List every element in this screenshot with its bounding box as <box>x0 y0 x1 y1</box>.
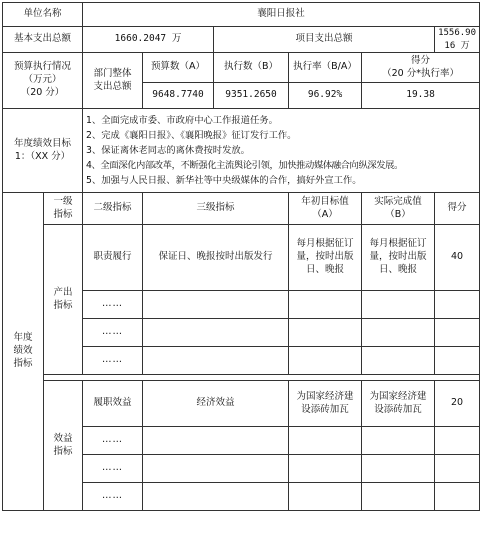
annual-indicators-label: 年度 绩效 指标 <box>3 193 44 511</box>
indicator-score-header: 得分 <box>435 193 480 225</box>
placeholder-cell: …… <box>83 291 143 319</box>
unit-name-label: 单位名称 <box>3 3 83 27</box>
budget-amount-value: 9648.7740 <box>143 83 214 109</box>
exec-amount-value: 9351.2650 <box>214 83 289 109</box>
indicator-header-row <box>3 193 480 225</box>
project-expense-value: 1556.9016 万 <box>435 27 480 53</box>
output-level3: 保证日、晚报按时出版发行 <box>143 225 289 291</box>
goal-item: 3、保证离休老同志的离休费按时发放。 <box>86 145 250 156</box>
goal-item: 2、完成《襄阳日报》、《襄阳晚报》征订发行工作。 <box>86 130 297 141</box>
unit-row <box>3 3 480 27</box>
dept-total-label: 部门整体 支出总额 <box>83 53 143 109</box>
goal-item: 1、全面完成市委、市政府中心工作报道任务。 <box>86 115 278 126</box>
level2-header: 二级指标 <box>83 193 143 225</box>
initial-target-header: 年初目标值 （A） <box>289 193 362 225</box>
placeholder-cell: …… <box>83 347 143 375</box>
performance-table <box>2 2 480 511</box>
benefit-level2: 履职效益 <box>83 381 143 427</box>
annual-goals-label: 年度绩效目标 1：（XX 分） <box>3 109 83 193</box>
output-indicator-row <box>3 225 480 291</box>
exec-amount-header: 执行数（B） <box>214 53 289 83</box>
unit-name-value: 襄阳日报社 <box>83 3 480 27</box>
budget-execution-label: 预算执行情况 （万元） （20 分） <box>3 53 83 109</box>
budget-score-header: 得分 （20 分*执行率） <box>362 53 480 83</box>
expense-row <box>3 27 480 53</box>
level3-header: 三级指标 <box>143 193 289 225</box>
basic-expense-label: 基本支出总额 <box>3 27 83 53</box>
project-expense-label: 项目支出总额 <box>214 27 435 53</box>
output-actual-value: 每月根据征订量，按时出版日、晚报 <box>362 225 435 291</box>
benefit-indicator-row <box>3 381 480 427</box>
benefit-score: 20 <box>435 381 480 427</box>
placeholder-cell: …… <box>83 427 143 455</box>
level1-header: 一级 指标 <box>44 193 83 225</box>
output-indicator-label: 产出 指标 <box>44 225 83 375</box>
annual-goals-row <box>3 109 480 193</box>
placeholder-cell: …… <box>83 483 143 511</box>
output-level2: 职责履行 <box>83 225 143 291</box>
placeholder-cell: …… <box>83 319 143 347</box>
budget-header-row <box>3 53 480 83</box>
output-initial-target: 每月根据征订量，按时出版日、晚报 <box>289 225 362 291</box>
basic-expense-value: 1660.2047 万 <box>83 27 214 53</box>
budget-score-value: 19.38 <box>362 83 480 109</box>
benefit-level3: 经济效益 <box>143 381 289 427</box>
output-score: 40 <box>435 225 480 291</box>
budget-amount-header: 预算数（A） <box>143 53 214 83</box>
placeholder-cell: …… <box>83 455 143 483</box>
actual-value-header: 实际完成值 （B） <box>362 193 435 225</box>
annual-goals-content <box>83 109 480 193</box>
exec-rate-header: 执行率（B/A） <box>289 53 362 83</box>
goal-item: 5、加强与人民日报、新华社等中央级媒体的合作，搞好外宣工作。 <box>86 175 362 186</box>
exec-rate-value: 96.92% <box>289 83 362 109</box>
benefit-indicator-label: 效益 指标 <box>44 381 83 511</box>
benefit-initial-target: 为国家经济建设添砖加瓦 <box>289 381 362 427</box>
benefit-actual-value: 为国家经济建设添砖加瓦 <box>362 381 435 427</box>
goal-item: 4、全面深化内部改革，不断强化主流舆论引领，加快推动媒体融合向纵深发展。 <box>86 160 403 171</box>
